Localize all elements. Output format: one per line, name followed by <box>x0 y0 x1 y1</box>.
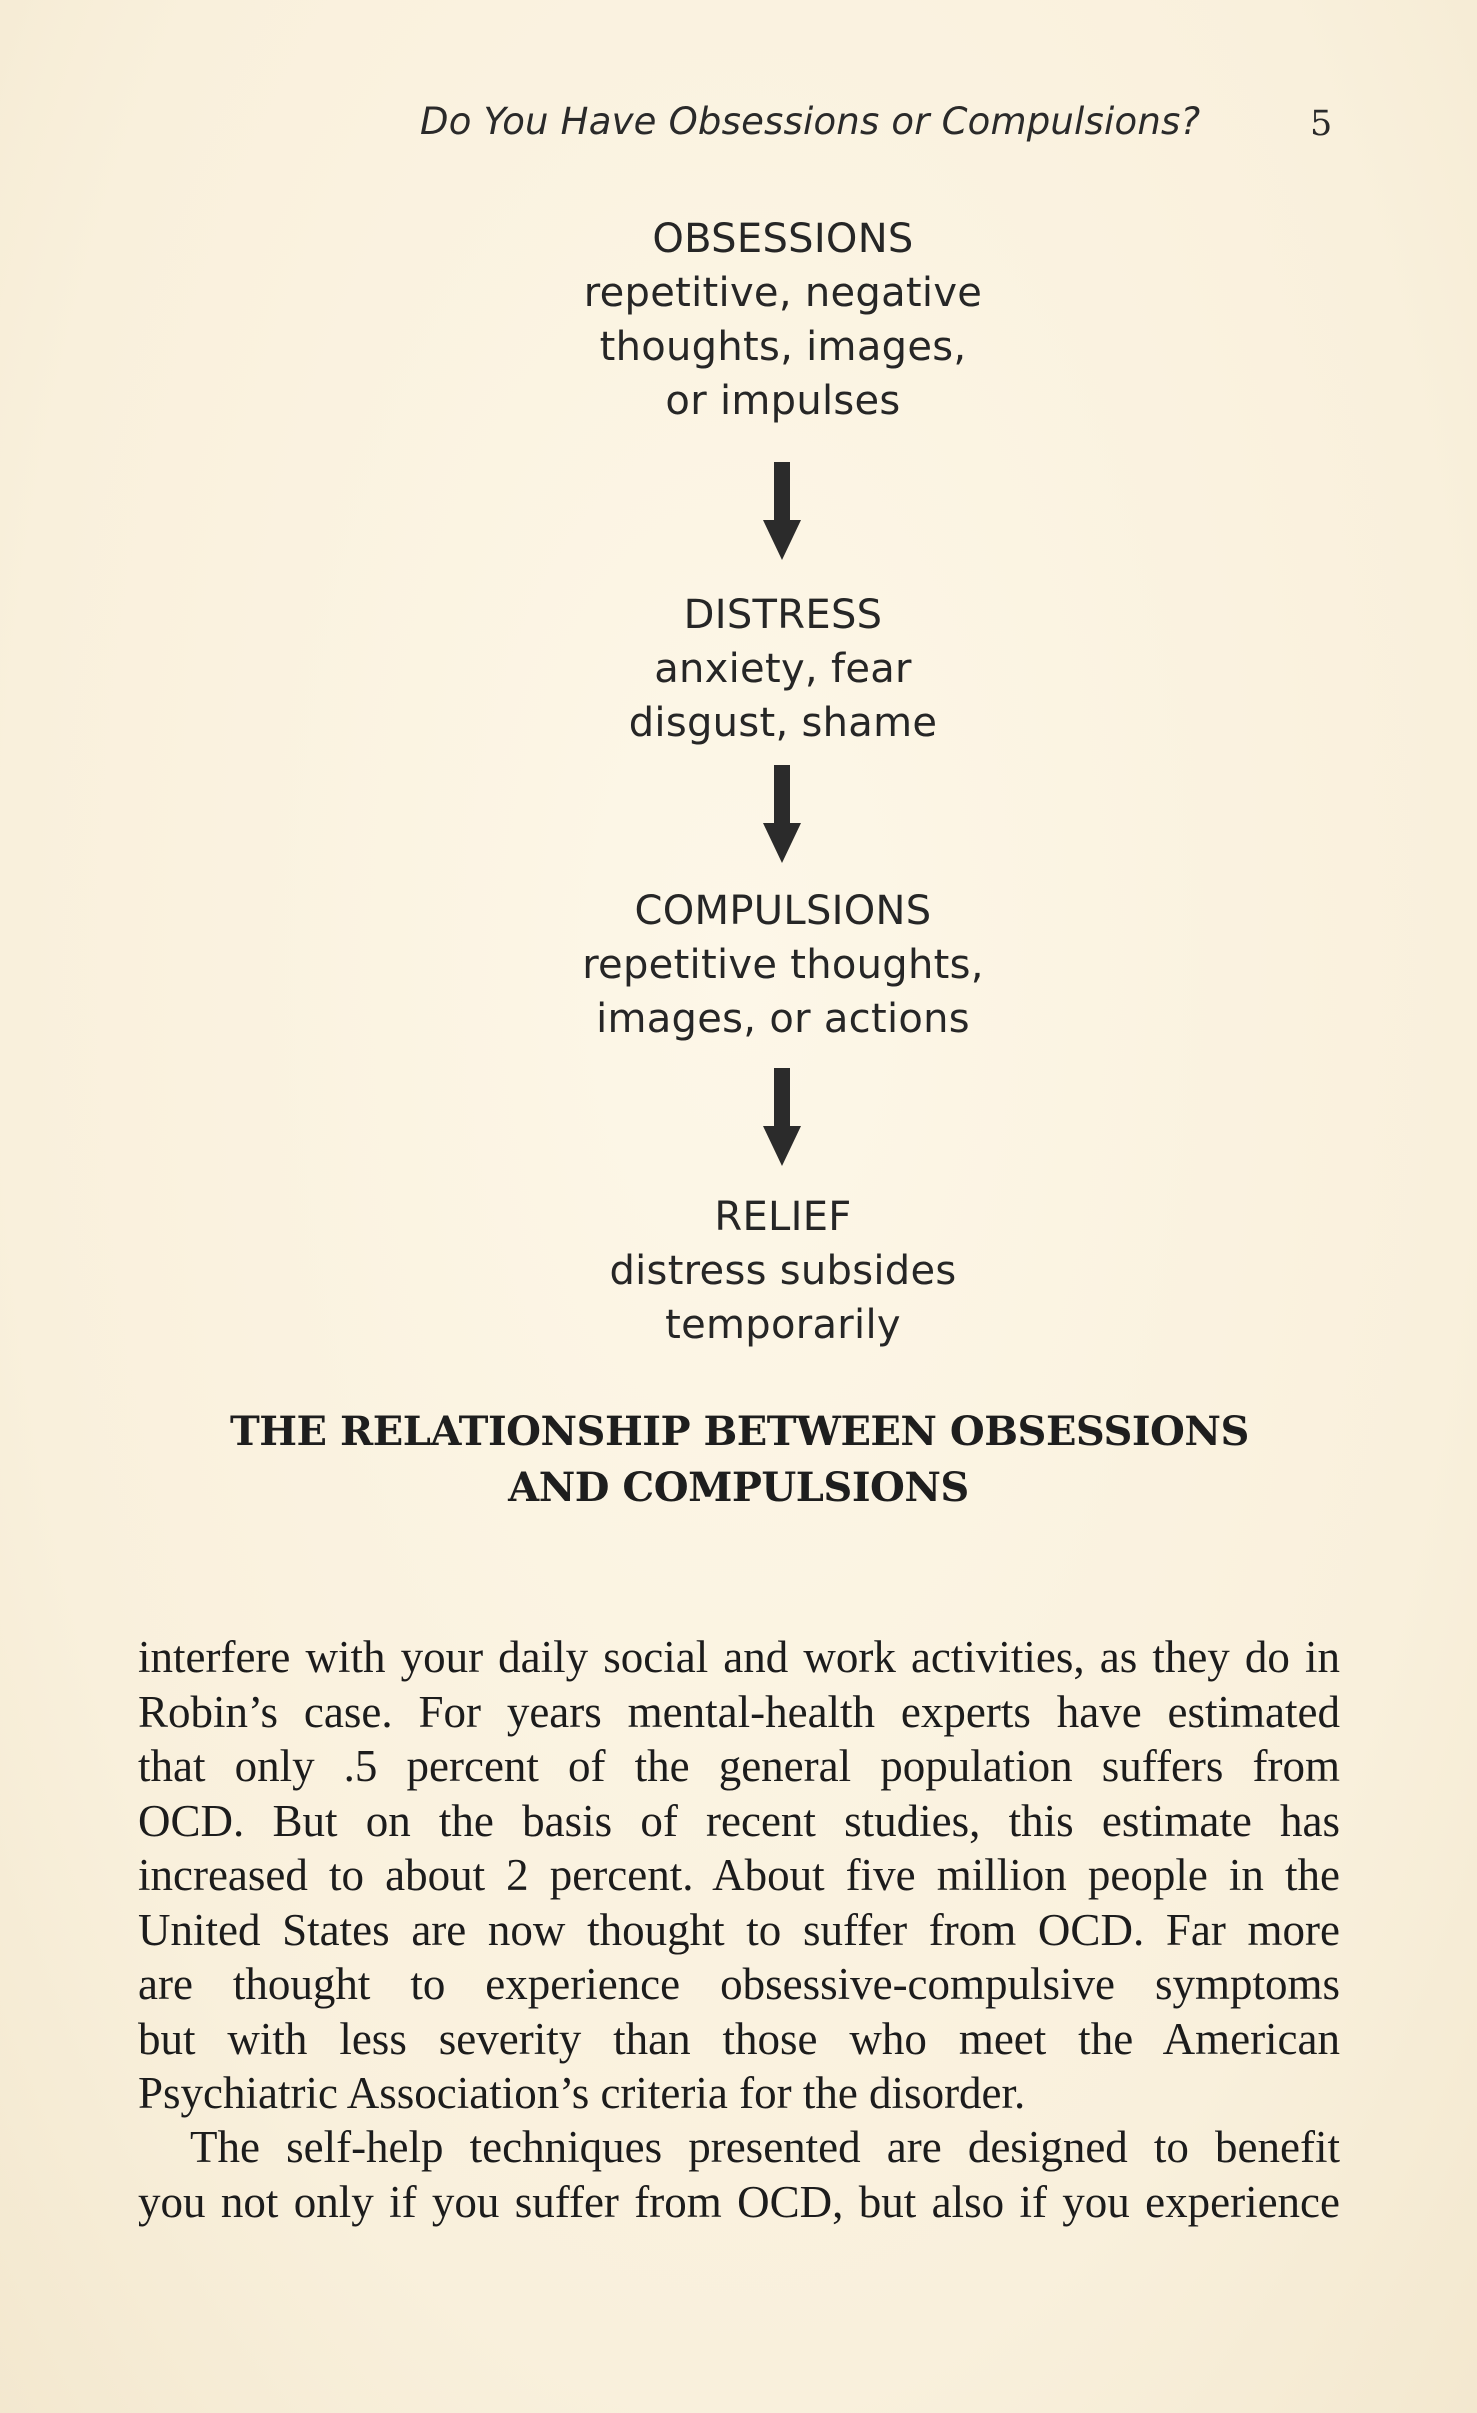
flow-step-title: COMPULSIONS <box>634 888 932 934</box>
text-line: that only .5 percent of the general population suffers from <box>138 1741 1340 1791</box>
flow-step-relief <box>483 1190 1083 1352</box>
body-paragraph <box>138 1630 1340 2121</box>
flow-step-description: anxiety, fear <box>654 646 912 692</box>
text-line: increased to about 2 percent. About five million people in the <box>138 1850 1340 1900</box>
down-arrow-icon <box>757 1068 807 1168</box>
down-arrow-icon <box>757 462 807 562</box>
flow-step-obsessions <box>483 212 1083 428</box>
text-line: United States are now thought to suffer from OCD. Far more <box>138 1904 1340 1955</box>
body-paragraph <box>138 2120 1340 2229</box>
down-arrow-icon <box>757 765 807 865</box>
flow-step-compulsions <box>483 884 1083 1046</box>
figure-caption-line: AND COMPULSIONS <box>508 1464 969 1511</box>
text-line: Psychiatric Association’s criteria for the disorder. <box>138 2068 1026 2118</box>
flow-step-description: temporarily <box>665 1302 901 1348</box>
flow-step-description: distress subsides <box>609 1248 957 1294</box>
flow-step-title: OBSESSIONS <box>652 216 914 262</box>
text-line: OCD. But on the basis of recent studies, this estimate has <box>138 1795 1340 1846</box>
flow-step-description: disgust, shame <box>628 700 938 746</box>
figure-caption <box>230 1404 1247 1516</box>
flow-step-description: images, or actions <box>596 996 970 1042</box>
page-number: 5 <box>1310 104 1333 144</box>
text-line: The self-help techniques presented are designed to benefit <box>190 2122 1340 2172</box>
text-line: but with less severity than those who meet the American <box>138 2013 1340 2064</box>
text-line: Robin’s case. For years mental-health experts have estimated <box>138 1686 1340 1737</box>
figure-caption-line: THE RELATIONSHIP BETWEEN OBSESSIONS <box>230 1408 1249 1455</box>
flow-step-title: DISTRESS <box>683 592 883 638</box>
running-head: Do You Have Obsessions or Compulsions? <box>420 100 1201 143</box>
text-line: are thought to experience obsessive-compulsive symptoms <box>138 1959 1340 2009</box>
text-line: you not only if you suffer from OCD, but also if you experience <box>138 2176 1340 2227</box>
flow-step-description: repetitive thoughts, <box>582 942 984 988</box>
flow-step-title: RELIEF <box>714 1194 852 1240</box>
flow-step-description: repetitive, negative <box>583 270 983 316</box>
flow-step-description: or impulses <box>665 378 901 424</box>
flow-step-description: thoughts, images, <box>599 324 967 370</box>
text-line: interfere with your daily social and work activities, as they do in <box>138 1632 1340 1682</box>
flow-step-distress <box>483 588 1083 750</box>
